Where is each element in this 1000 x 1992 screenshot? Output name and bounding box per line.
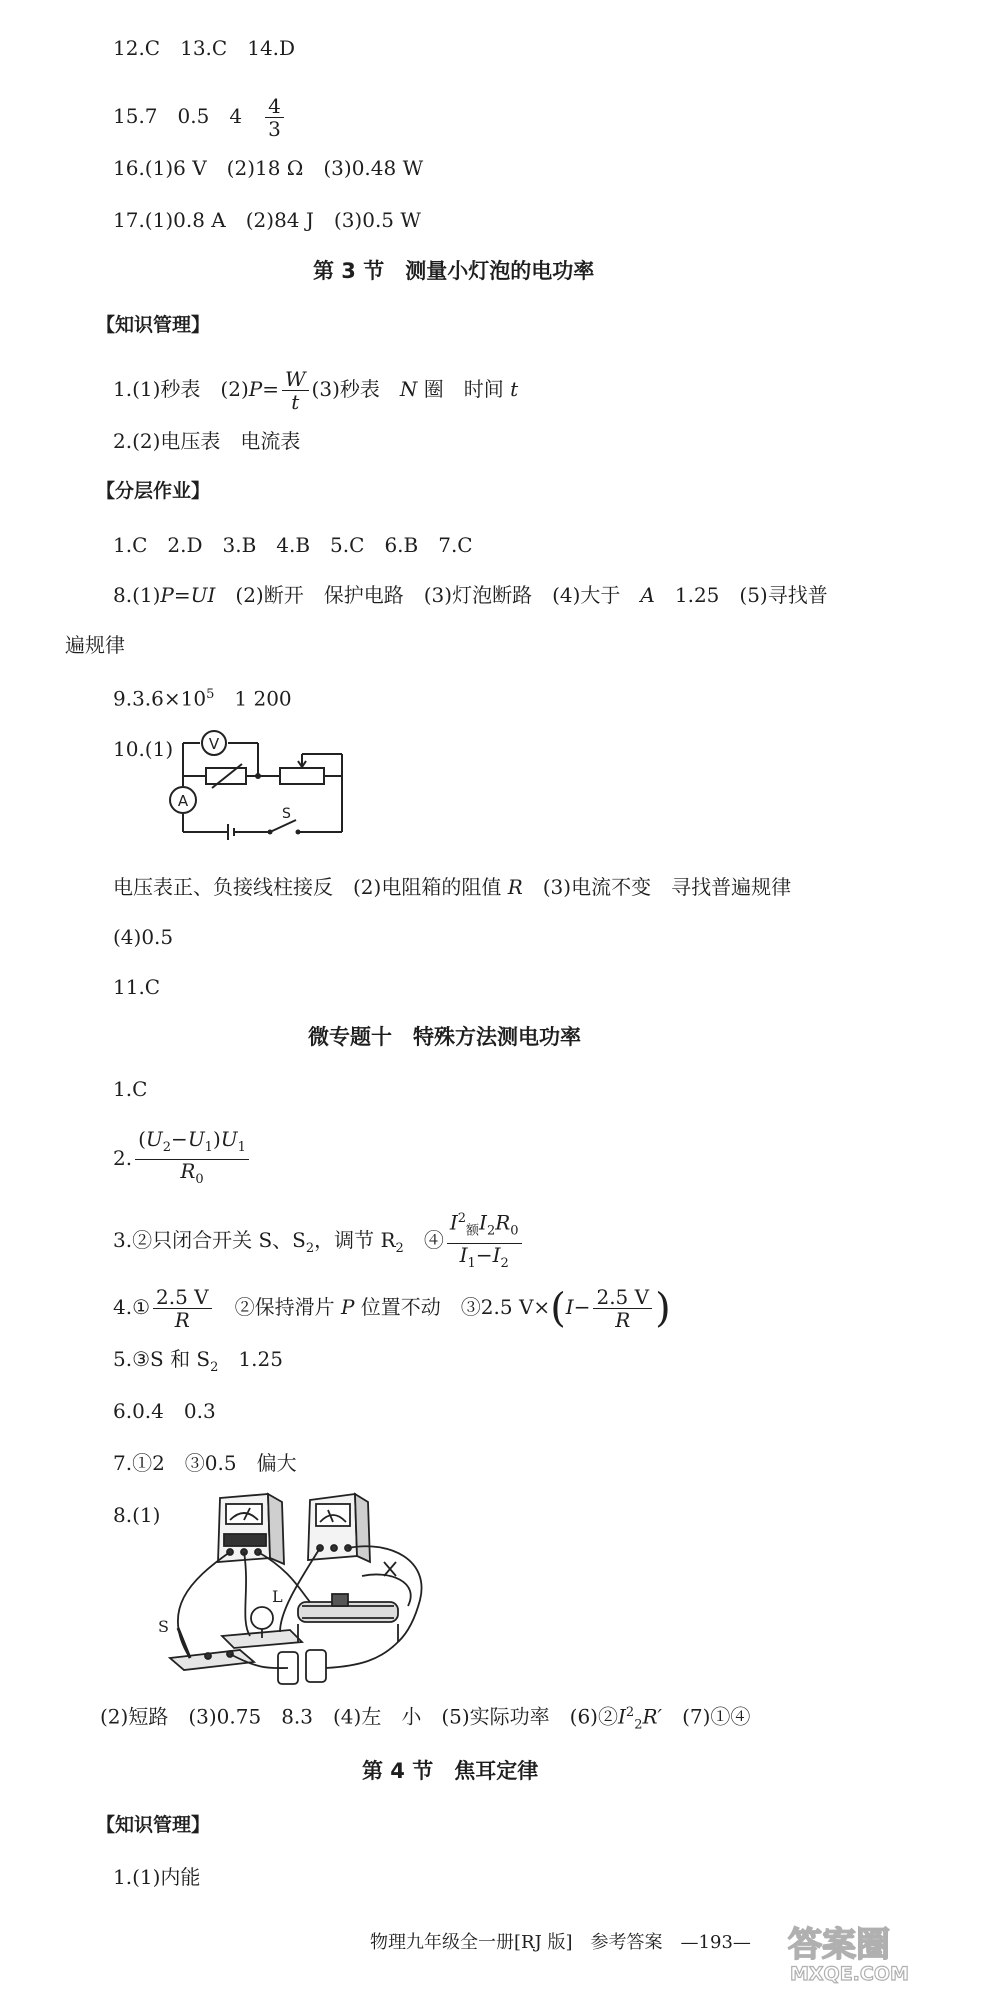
section-3-title: 第 3 节 测量小灯泡的电功率 [313,259,595,283]
micro-q6: 6.0.4 0.3 [113,1399,216,1423]
bulb-label: L [272,1587,283,1606]
fraction-q4-a: $\frac{2.5 V}{R}$ [153,1286,212,1331]
page-footer: 物理九年级全一册[RJ 版] 参考答案 —193— [370,1932,751,1953]
homework-11: 11.C [113,975,161,999]
fraction-q4-b: $\frac{2.5 V}{R}$ [593,1286,652,1331]
micro-topic-title: 微专题十 特殊方法测电功率 [308,1025,581,1049]
micro-q3: 3.②只闭合开关 S、$S_2$，调节 $R_2$ ④ $\frac{I^2_额I_2R_0}{I_1-I_2}$ [113,1208,525,1275]
homework-10-line2: 电压表正、负接线柱接反 (2)电阻箱的阻值 R (3)电流不变 寻找普遍规律 [113,875,792,899]
fraction-q3: $\frac{I^2_额I_2R_0}{I_1-I_2}$ [447,1208,522,1275]
micro-q5: 5.③S 和 $S_2$ 1.25 [113,1347,283,1375]
homework-8-continued: 遍规律 [65,633,125,657]
answer-13: 13.C [180,36,228,60]
answer-16: 16.(1)6 V (2)18 Ω (3)0.48 W [113,156,424,180]
voltmeter-label: V [208,735,220,753]
micro-q2: 2. $\frac{(U_2-U_1)U_1}{R_0}$ [113,1128,252,1191]
answer-14: 14.D [247,36,296,60]
homework-8: 8.(1)P=UI (2)断开 保护电路 (3)灯泡断路 (4)大于 A 1.25 (5)寻找普 [113,583,828,607]
section-4-title: 第 4 节 焦耳定律 [362,1759,539,1783]
micro-q4: 4.① $\frac{2.5 V}{R}$ ②保持滑片 P 位置不动 ③2.5 V×(I− $\frac{2.5 V}{R}$ ) [113,1285,671,1332]
homework-1-7: 1.C 2.D 3.B 4.B 5.C 6.B 7.C [113,533,473,557]
switch-label: S [282,806,291,822]
fraction-w-over-t: $\frac{W}{t}$ [282,368,309,413]
answer-15: 15.7 0.5 4 $\frac{4}{3}$ [113,95,287,140]
micro-q7: 7.①2 ③0.5 偏大 [113,1451,297,1475]
micro-q8-label: 8.(1) [113,1503,161,1527]
watermark-url: MXQE.COM [790,1963,909,1985]
apparatus-wiring-drawing [150,1490,450,1690]
knowledge-2: 2.(2)电压表 电流表 [113,429,301,453]
knowledge-1: 1.(1)秒表 (2)P= $\frac{W}{t}$ (3)秒表 N 圈 时间 t [113,367,519,414]
watermark-logo [786,1918,986,1991]
answer-12: 12.C [113,36,161,60]
layered-homework-tag: 【分层作业】 [96,480,211,502]
fraction-q2: $\frac{(U_2-U_1)U_1}{R_0}$ [135,1128,249,1191]
homework-10-line3: (4)0.5 [113,925,174,949]
micro-q8-line2: (2)短路 (3)0.75 8.3 (4)左 小 (5)实际功率 $(6)②I^2_2R'$ (7)①④ [100,1704,751,1733]
fraction-4-3: $\frac{4}{3}$ [265,95,284,140]
circuit-diagram [160,720,350,845]
ammeter-label: A [177,792,189,810]
answer-12-14 [113,35,295,61]
homework-9: $9.3.6\times 10^5$ 1 200 [113,686,292,711]
knowledge-management-tag: 【知识管理】 [96,314,211,336]
watermark-text: 答案圈 [788,1925,890,1965]
homework-10-label: 10.(1) [113,737,174,761]
section-4-knowledge-1: 1.(1)内能 [113,1865,201,1889]
switch-s-label: S [158,1617,169,1636]
micro-q1: 1.C [113,1077,148,1101]
answer-17: 17.(1)0.8 A (2)84 J (3)0.5 W [113,208,421,232]
knowledge-management-tag-4: 【知识管理】 [96,1814,211,1836]
